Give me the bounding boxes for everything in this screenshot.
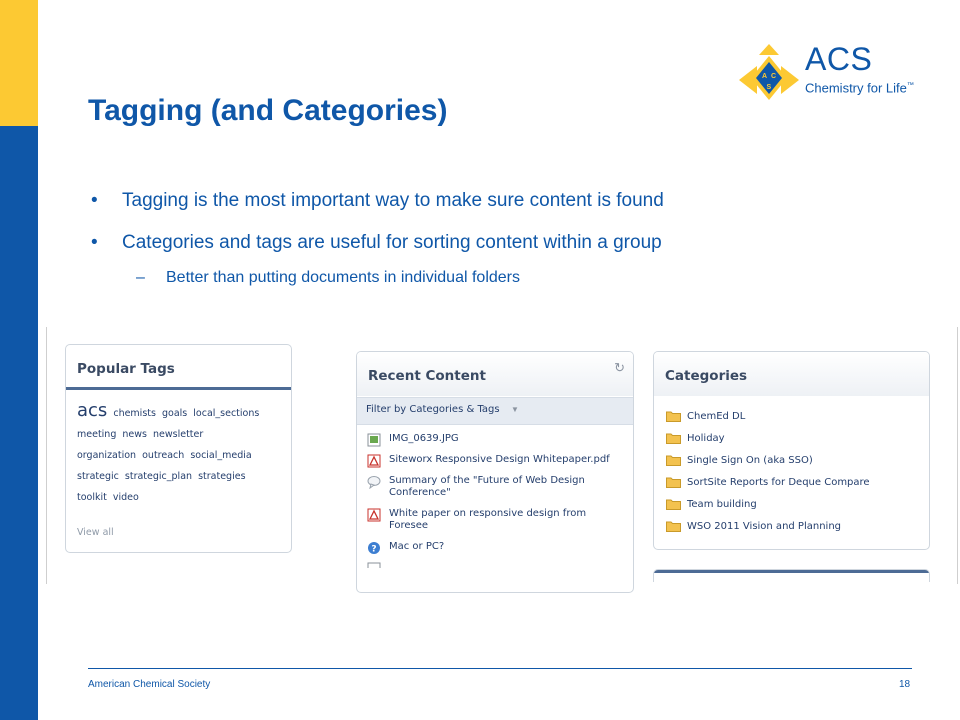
acs-logo: [737, 42, 927, 100]
recent-content-panel: [356, 351, 634, 593]
bullet-dot: •: [91, 232, 98, 253]
tag-link[interactable]: video: [112, 492, 139, 503]
list-item[interactable]: [367, 454, 625, 466]
category-item[interactable]: [666, 410, 921, 432]
emblem-letter-s: S: [766, 84, 772, 91]
sidebar-accent: [0, 0, 38, 126]
next-panel-header: [653, 569, 930, 582]
tag-link[interactable]: local_sections: [193, 408, 260, 419]
pdf-icon: [367, 454, 381, 468]
discussion-icon: [367, 475, 381, 489]
tag-link[interactable]: strategic: [77, 471, 119, 482]
category-item[interactable]: [666, 432, 921, 454]
footer-rule: [88, 668, 912, 669]
bullet-item: [88, 187, 664, 217]
tag-link[interactable]: acs: [77, 400, 108, 421]
category-label: Holiday: [687, 433, 725, 444]
folder-icon: [666, 454, 681, 466]
folder-icon: [666, 476, 681, 488]
folder-icon: [666, 410, 681, 422]
logo-name: ACS: [805, 41, 873, 77]
filter-label: Filter by Categories & Tags: [366, 404, 500, 415]
folder-icon: [666, 498, 681, 510]
svg-text:?: ?: [371, 544, 377, 555]
categories-panel: [653, 351, 930, 550]
view-all-link[interactable]: View all: [77, 527, 114, 538]
tag-link[interactable]: outreach: [142, 450, 185, 461]
panel-header: [654, 352, 929, 396]
category-item[interactable]: [666, 476, 921, 498]
screenshot-edge-left: [46, 327, 47, 584]
question-icon: [367, 541, 381, 555]
item-label: Mac or PC?: [389, 541, 445, 552]
list-item[interactable]: [367, 475, 625, 499]
screenshot-edge-right: [957, 327, 958, 584]
chevron-down-icon: ▼: [511, 405, 519, 414]
category-label: Team building: [687, 499, 757, 510]
categories-title: Categories: [665, 368, 748, 384]
panel-header: [357, 352, 633, 396]
emblem-letter-c: C: [771, 73, 777, 80]
folder-icon: [666, 520, 681, 532]
bullet-text: Categories and tags are useful for sorting content within a group: [122, 232, 662, 253]
item-label: Siteworx Responsive Design Whitepaper.pdf: [389, 454, 610, 465]
category-label: ChemEd DL: [687, 411, 746, 422]
bullet-text: Tagging is the most important way to make sure content is found: [122, 190, 664, 211]
category-label: SortSite Reports for Deque Compare: [687, 477, 870, 488]
pdf-icon: [367, 508, 381, 522]
panel-header-rule: [66, 387, 291, 390]
recent-content-list: [367, 433, 625, 577]
tag-link[interactable]: news: [122, 429, 147, 440]
sub-bullet-item: [88, 267, 664, 289]
list-item-cut: [367, 562, 625, 568]
sub-bullet-text: Better than putting documents in individual folders: [166, 269, 520, 286]
slide-title: Tagging (and Categories): [88, 94, 448, 127]
tag-link[interactable]: organization: [77, 450, 137, 461]
logo-tagline: [805, 78, 914, 96]
tag-link[interactable]: newsletter: [153, 429, 204, 440]
image-file-icon: [367, 433, 381, 447]
bullet-dot: •: [91, 190, 98, 211]
tag-link[interactable]: strategies: [198, 471, 246, 482]
category-list: [666, 410, 921, 542]
list-item[interactable]: [367, 541, 625, 553]
tag-link[interactable]: chemists: [113, 408, 156, 419]
category-item[interactable]: [666, 454, 921, 476]
folder-icon: [666, 432, 681, 444]
logo-tagline-text: Chemistry for Life: [805, 80, 907, 96]
page-number: 18: [899, 679, 911, 690]
panel-header-rule: [654, 570, 929, 573]
filter-dropdown[interactable]: [357, 397, 633, 425]
bullet-list: [88, 187, 664, 289]
logo-wordmark: [805, 42, 914, 96]
category-item[interactable]: [666, 498, 921, 520]
popular-tags-title: Popular Tags: [77, 361, 175, 377]
tag-link[interactable]: social_media: [190, 450, 252, 461]
item-label: Summary of the "Future of Web Design Conference": [389, 475, 585, 498]
item-label: IMG_0639.JPG: [389, 433, 459, 444]
category-item[interactable]: [666, 520, 921, 542]
tag-link[interactable]: strategic_plan: [124, 471, 193, 482]
list-item[interactable]: [367, 433, 625, 445]
item-label: White paper on responsive design from Foresee: [389, 508, 587, 531]
bullet-item: [88, 229, 664, 259]
tag-link[interactable]: goals: [161, 408, 188, 419]
acs-emblem-icon: [737, 42, 801, 100]
tag-link[interactable]: meeting: [77, 429, 117, 440]
document-icon: [367, 562, 381, 568]
footer-organization: American Chemical Society: [88, 679, 211, 690]
list-item[interactable]: [367, 508, 625, 532]
emblem-letter-a: A: [762, 73, 768, 80]
recent-content-title: Recent Content: [368, 368, 486, 384]
category-label: Single Sign On (aka SSO): [687, 455, 813, 466]
tag-cloud: [77, 400, 283, 508]
popular-tags-panel: [65, 344, 292, 553]
category-label: WSO 2011 Vision and Planning: [687, 521, 842, 532]
trademark-mark: ™: [906, 82, 914, 89]
sub-bullet-dash: –: [136, 269, 145, 286]
tag-link[interactable]: toolkit: [77, 492, 107, 503]
refresh-icon[interactable]: ↻: [614, 360, 625, 375]
